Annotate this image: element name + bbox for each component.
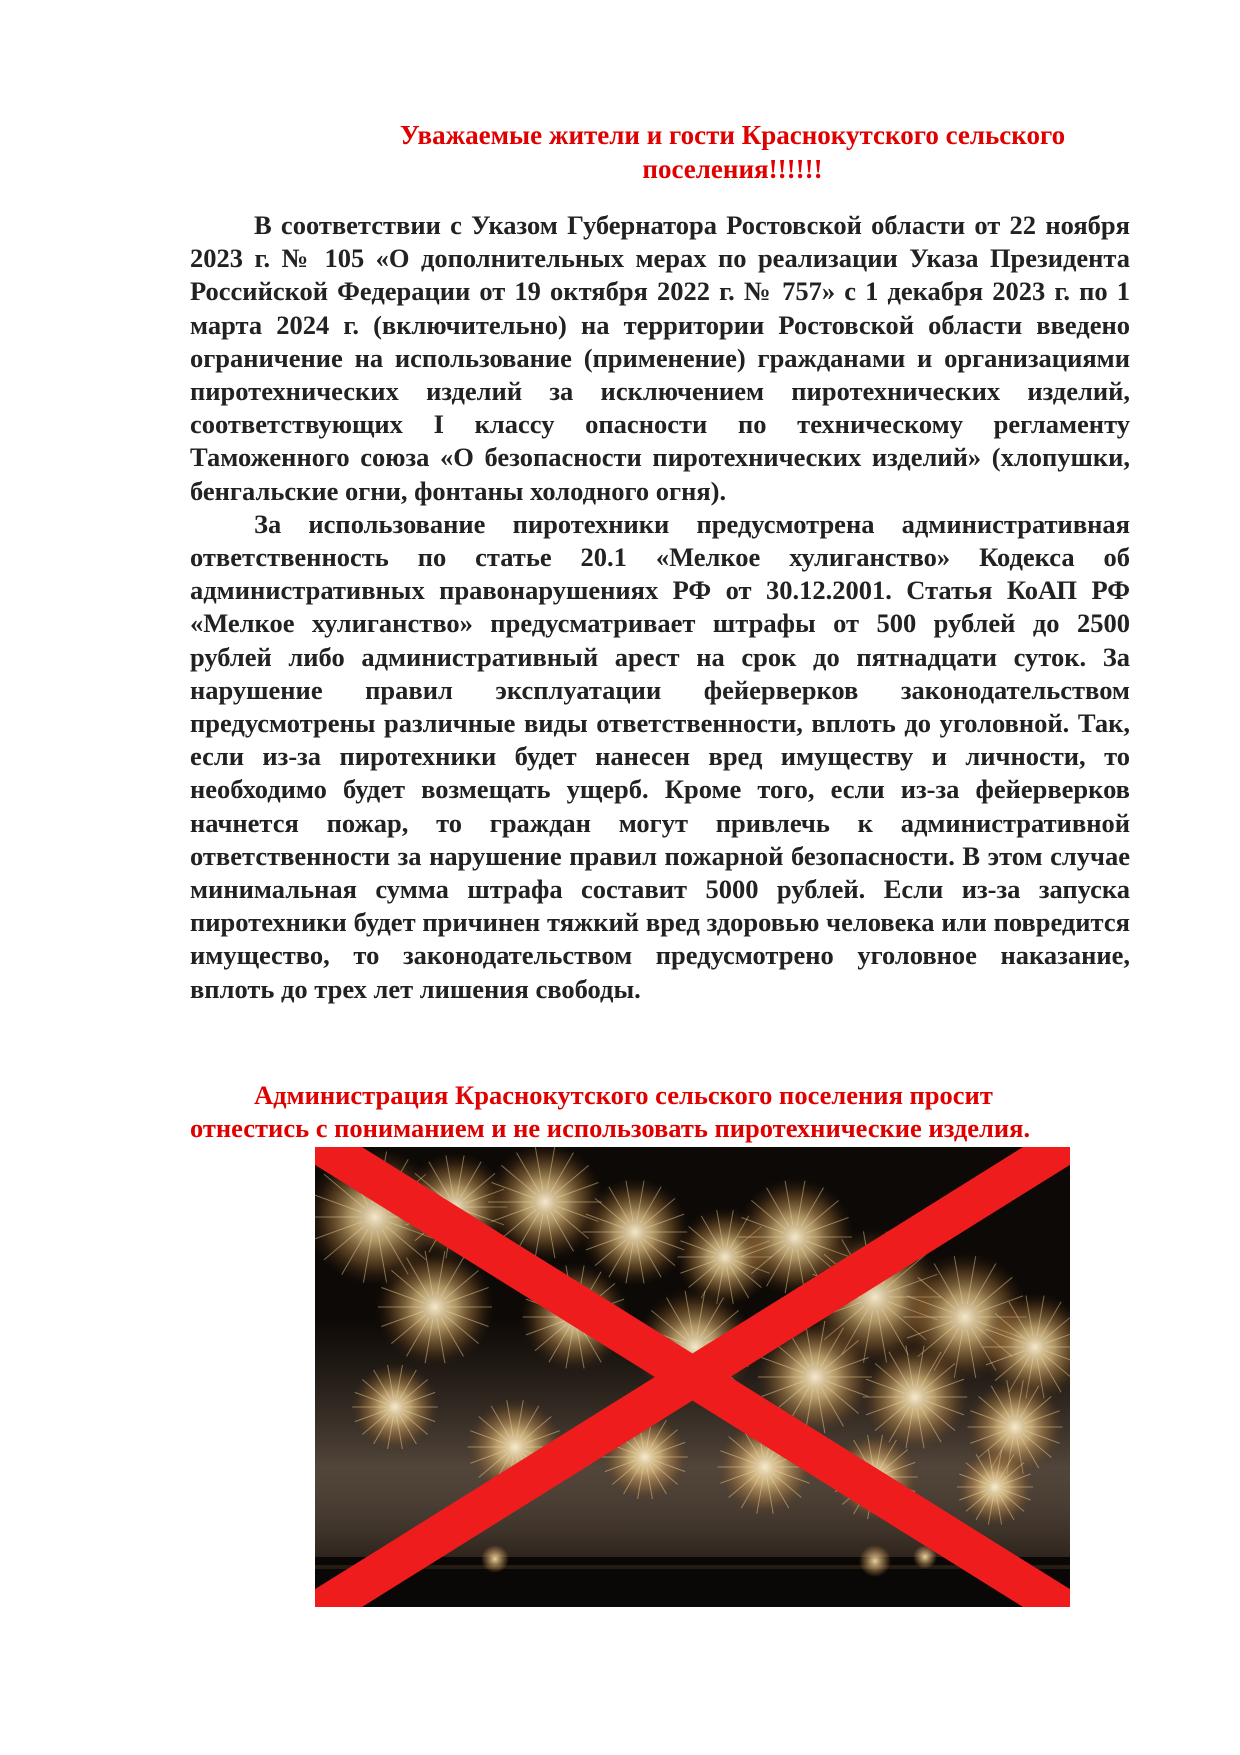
- appeal-line-1: Администрация Краснокутского сельского поселения просит: [254, 1080, 993, 1110]
- administration-appeal: [190, 1079, 1130, 1145]
- notice-title: [190, 118, 1110, 186]
- paragraph-liability: За использование пиротехники предусмотрена административная ответственность по статье 20.1 «Мелкое хулиганство» Кодекса об административных правонарушениях РФ от 30.12.2001. Статья КоАП РФ «Мелкое хулиганство» предусматривает штрафы от 500 рублей до 2500 рублей либо административный арест на срок до пятнадцати суток. За нарушение правил эксплуатации фейерверков законодательством предусмотрены различные виды ответственности, вплоть до уголовной. Так, если из-за пиротехники будет нанесен вред имуществу и личности, то необходимо будет возмещать ущерб. Кроме того, если из-за фейерверков начнется пожар, то граждан могут привлечь к административной ответственности за нарушение правил пожарной безопасности. В этом случае минимальная сумма штрафа составит 5000 рублей. Если из-за запуска пиротехники будет причинен тяжкий вред здоровью человека или повредится имущество, то законодательством предусмотрено уголовное наказание, вплоть до трех лет лишения свободы.: [190, 508, 1130, 1004]
- fireworks-crossed-out-icon: [315, 1147, 1070, 1607]
- appeal-line-2: отнестись с пониманием и не использовать пиротехнические изделия.: [190, 1113, 1031, 1143]
- paragraph-decree: В соответствии с Указом Губернатора Ростовской области от 22 ноября 2023 г. № 105 «О дополнительных мерах по реализации Указа Президента Российской Федерации от 19 октября 2022 г. № 757» с 1 декабря 2023 г. по 1 марта 2024 г. (включительно) на территории Ростовской области введено ограничение на использование (применение) гражданами и организациями пиротехнических изделий за исключением пиротехнических изделий, соответствующих I классу опасности по техническому регламенту Таможенного союза «О безопасности пиротехнических изделий» (хлопушки, бенгальские огни, фонтаны холодного огня).: [190, 210, 1130, 506]
- fireworks-photo: [315, 1147, 1070, 1607]
- notice-body: [190, 209, 1130, 1006]
- notice-title-line-1: Уважаемые жители и гости Краснокутского сельского: [399, 120, 1066, 150]
- notice-title-line-2: поселения!!!!!!: [642, 154, 823, 184]
